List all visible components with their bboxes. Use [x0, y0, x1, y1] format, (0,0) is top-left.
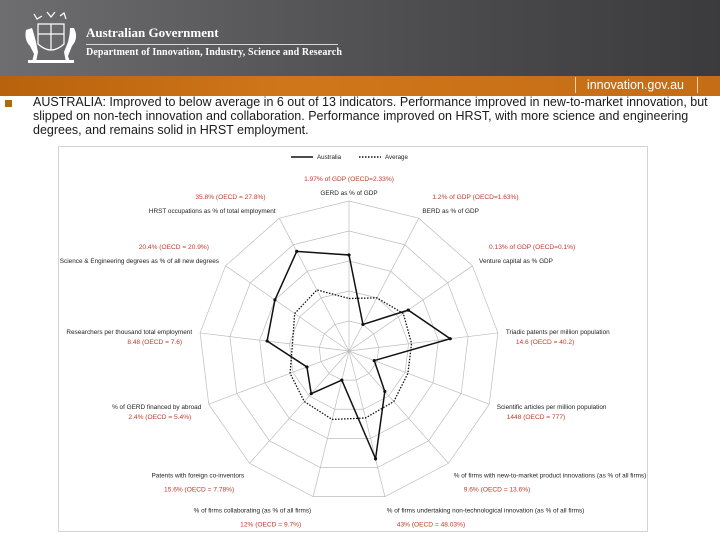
axis-label: GERD as % of GDP [320, 190, 378, 197]
axis-label: % of GERD financed by abroad [112, 404, 202, 412]
legend-label: Australia [317, 154, 342, 162]
value-label: 8.48 (OECD = 7.6) [127, 338, 183, 346]
value-label: 9.6% (OECD = 13.6%) [463, 486, 531, 494]
data-point [383, 390, 386, 393]
value-label: 1448 (OECD = 777) [506, 414, 566, 422]
radar-chart [58, 146, 648, 532]
data-point [273, 298, 276, 301]
value-label: 1.97% of GDP (OECD=2.33%) [304, 176, 394, 183]
divider [575, 77, 576, 93]
axis-label: Triadic patents per million population [505, 328, 610, 336]
value-label: 12% (OECD = 9.7%) [240, 521, 302, 529]
radar-chart-svg [59, 147, 649, 533]
axis-label: Scientific articles per million population [496, 404, 607, 412]
axis-spoke [349, 351, 448, 463]
axis-label: % of firms with new-to-market product innovations (as % of all firms) [453, 472, 647, 480]
data-point [340, 379, 343, 382]
coat-of-arms-icon [22, 10, 80, 66]
axis-label: HRST occupations as % of total employment [148, 208, 276, 216]
axis-spoke [349, 218, 419, 351]
site-link[interactable]: innovation.gov.au [586, 78, 684, 92]
axis-label: BERD as % of GDP [422, 208, 479, 216]
data-point [373, 359, 376, 362]
axis-label: Researchers per thousand total employment [66, 328, 193, 336]
value-label: 0.13% of GDP (OECD=0.1%) [489, 244, 576, 252]
axis-label: Patents with foreign co-inventors [151, 472, 245, 480]
axis-label: % of firms undertaking non-technological innovation (as % of all firms) [386, 507, 585, 515]
axis-spoke [250, 351, 349, 463]
divider [697, 77, 698, 93]
axis-label: Venture capital as % GDP [479, 258, 553, 266]
bullet-text: AUSTRALIA: Improved to below average in 6 out of 13 indicators. Performance improved in new-to-market innovation, but slipped on non-tech innovation and collaboration. Performance improved on HRST, with more science and engineering degrees, and remains solid in HRST employment. [33, 95, 708, 137]
department-name: Department of Innovation, Industry, Science and Research [86, 47, 342, 58]
axis-spoke [349, 351, 489, 404]
value-label: 2.4% (OECD = 5.4%) [128, 414, 192, 422]
square-bullet-icon [5, 100, 12, 107]
value-label: 14.6 (OECD = 40.2) [515, 338, 575, 346]
legend-label: Average [385, 154, 408, 162]
data-point [449, 337, 452, 340]
axis-spoke [349, 351, 385, 497]
axis-spoke [279, 218, 349, 351]
value-label: 20.4% (OECD = 20.9%) [138, 244, 209, 252]
data-point [374, 457, 377, 460]
data-point [310, 392, 313, 395]
value-label: 1.2% of GDP (OECD=1.63%) [432, 194, 519, 202]
government-banner [0, 0, 720, 76]
data-point [347, 253, 350, 256]
government-title: Australian Government [86, 25, 219, 40]
axis-spoke [313, 351, 349, 497]
divider [86, 44, 338, 45]
data-point [305, 365, 308, 368]
data-point [407, 308, 410, 311]
data-point [266, 339, 269, 342]
value-label: 43% (OECD = 48.03%) [396, 521, 466, 529]
value-label: 15.6% (OECD = 7.78%) [164, 486, 235, 494]
axis-label: Science & Engineering degrees as % of all new degrees [59, 258, 219, 266]
axis-spoke [209, 351, 349, 404]
axis-label: % of firms collaborating (as % of all firms) [193, 507, 312, 515]
data-point [361, 323, 364, 326]
data-point [295, 250, 298, 253]
value-label: 35.8% (OECD = 27.8%) [195, 194, 266, 202]
